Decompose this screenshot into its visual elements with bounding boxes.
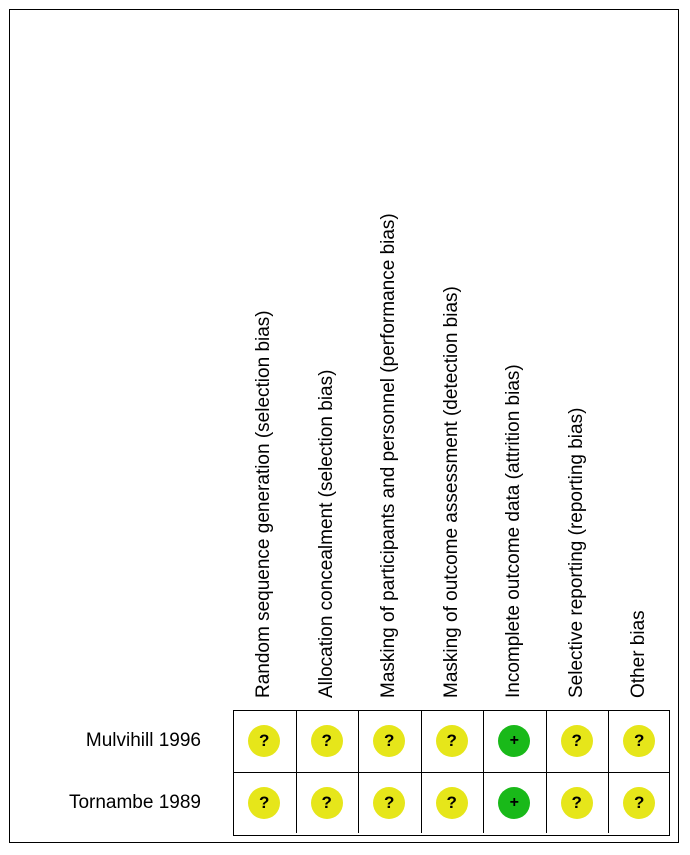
rating-symbol: ? [571, 731, 582, 750]
unclear-risk-icon [561, 725, 593, 757]
rating-symbol: ? [321, 793, 332, 812]
unclear-risk-icon [623, 725, 655, 757]
unclear-risk-icon [436, 787, 468, 819]
rating-cell [422, 773, 485, 833]
rating-cell [547, 711, 610, 773]
rating-symbol: ? [259, 731, 270, 750]
unclear-risk-icon [436, 725, 468, 757]
column-header-6: Selective reporting (reporting bias) [565, 407, 587, 698]
rating-symbol: ? [571, 793, 582, 812]
rating-cell [484, 711, 547, 773]
rating-symbol: ? [634, 793, 645, 812]
figure-frame [9, 9, 679, 843]
rating-symbol: ? [384, 793, 395, 812]
rating-symbol: ? [384, 731, 395, 750]
risk-of-bias-grid [233, 710, 670, 836]
study-label: Mulvihill 1996 [85, 730, 201, 751]
rating-symbol: ? [446, 793, 457, 812]
unclear-risk-icon [311, 725, 343, 757]
rating-cell [234, 773, 297, 833]
rating-symbol: ? [321, 731, 332, 750]
rating-cell [297, 773, 360, 833]
study-label: Tornambe 1989 [68, 792, 201, 813]
unclear-risk-icon [373, 787, 405, 819]
rating-cell [609, 711, 670, 773]
rating-symbol: + [509, 732, 519, 749]
unclear-risk-icon [311, 787, 343, 819]
rating-cell [609, 773, 670, 833]
column-header-3: Masking of participants and personnel (performance bias) [378, 213, 400, 698]
column-header-7: Other bias [628, 610, 650, 698]
unclear-risk-icon [373, 725, 405, 757]
rating-cell [547, 773, 610, 833]
unclear-risk-icon [248, 787, 280, 819]
rating-cell [484, 773, 547, 833]
low-risk-icon [498, 787, 530, 819]
rating-cell [359, 773, 422, 833]
rating-symbol: ? [446, 731, 457, 750]
column-header-2: Allocation concealment (selection bias) [315, 369, 337, 698]
unclear-risk-icon [248, 725, 280, 757]
rating-cell [359, 711, 422, 773]
column-header-5: Incomplete outcome data (attrition bias) [503, 364, 525, 698]
rating-symbol: ? [259, 793, 270, 812]
low-risk-icon [498, 725, 530, 757]
rating-symbol: ? [634, 731, 645, 750]
rating-cell [422, 711, 485, 773]
column-header-4: Masking of outcome assessment (detection bias) [440, 286, 462, 698]
column-header-1: Random sequence generation (selection bias) [253, 310, 275, 698]
rating-cell [297, 711, 360, 773]
rating-symbol: + [509, 794, 519, 811]
unclear-risk-icon [561, 787, 593, 819]
unclear-risk-icon [623, 787, 655, 819]
rating-cell [234, 711, 297, 773]
